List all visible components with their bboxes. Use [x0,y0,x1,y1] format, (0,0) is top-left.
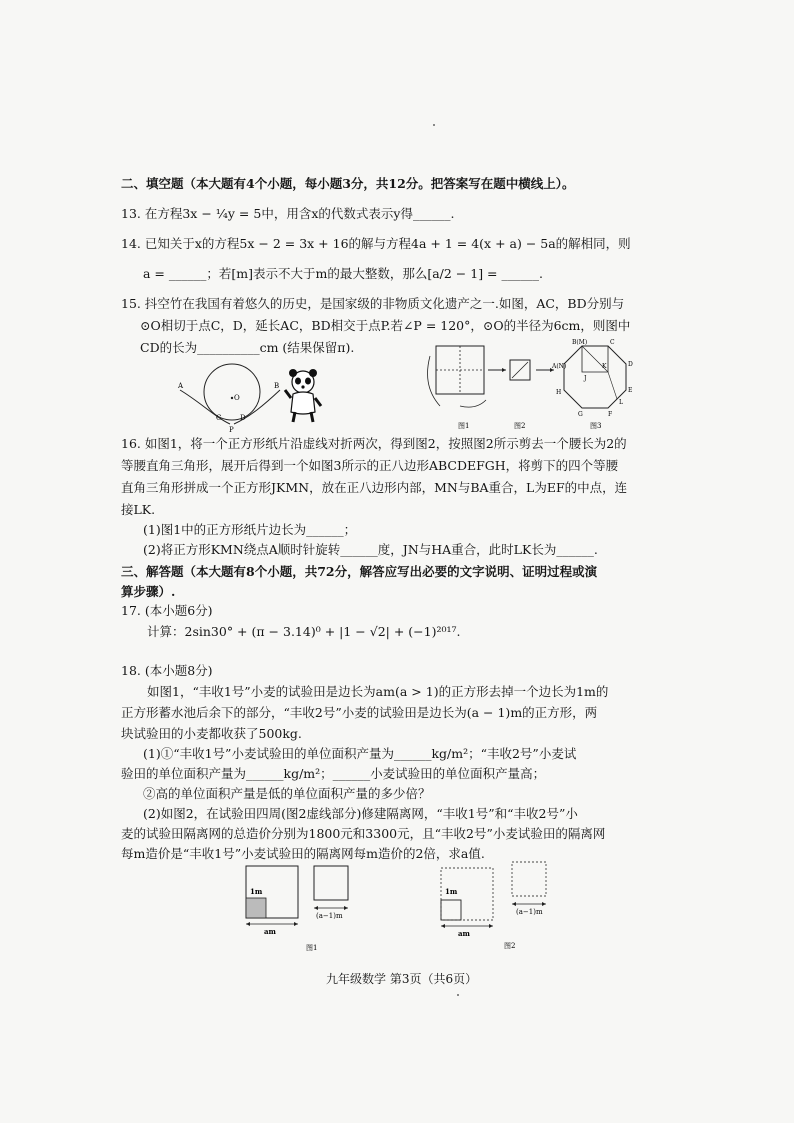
panda-mascot-icon [283,368,323,424]
question-18-line2: 正方形蓄水池后余下的部分，“丰收2号”小麦的试验田是边长为(a − 1)m的正方形，两 [121,705,598,720]
fig3-caption: 图3 [590,422,602,430]
folding-figures [420,336,690,432]
question-17-expression: 计算：2sin30° + (π − 3.14)⁰ + |1 − √2| + (−1)²⁰¹⁷. [147,624,461,639]
label-oct-D: D [628,361,633,368]
question-16-line3: 直角三角形拼成一个正方形JKMN，放在正八边形内部，MN与BA重合，L为EF的中点，连 [121,480,628,495]
page-footer: 九年级数学 第3页（共6页） [326,972,478,986]
question-16-sub2: (2)将正方形KMN绕点A顺时针旋转______度，JN与HA重合，此时LK长为______. [143,542,598,557]
label-oct-E: E [628,387,633,394]
fig2-a-minus-1-label: (a−1)m [516,908,543,916]
question-16-sub1: (1)图1中的正方形纸片边长为______； [143,522,357,537]
label-oct-G: G [578,411,583,418]
question-14-line2: a = ______；若[m]表示不大于m的最大整数，那么[a/2 − 1] = ______. [143,266,543,281]
bottom-fig1-caption: 图1 [306,944,318,952]
field-figures [236,860,566,956]
question-15-line3: CD的长为__________cm (结果保留π). [140,340,355,355]
label-D: D [240,414,246,422]
label-oct-H: H [556,389,562,396]
label-B: B [274,382,280,390]
label-C: C [216,414,222,422]
question-18-line3: 块试验田的小麦都收获了500kg. [121,726,302,741]
question-15-line2: ⊙O相切于点C，D，延长AC，BD相交于点P.若∠P = 120°，⊙O的半径为6cm，则图中 [140,318,631,333]
question-18-line8: 麦的试验田隔离网的总造价分别为1800元和3300元，且“丰收2号”小麦试验田的隔离网 [121,826,606,841]
label-L: L [619,399,623,406]
section3-heading-line2: 算步骤）. [121,584,176,599]
fig2-caption: 图2 [514,422,526,430]
question-17-title: 17. (本小题6分) [121,603,213,618]
question-18-line7: (2)如图2，在试验田四周(图2虚线部分)修建隔离网，“丰收1号”和“丰收2号”小 [143,806,578,821]
question-18-line5: 验田的单位面积产量为______kg/m²；______小麦试验田的单位面积产量高； [121,766,546,781]
label-O: O [234,394,240,402]
question-18-title: 18. (本小题8分) [121,663,213,678]
fig2-am-label: am [458,929,470,938]
question-18-line9: 每m造价是“丰收1号”小麦试验田的隔离网每m造价的2倍，求a值. [121,846,485,861]
label-J: J [584,375,587,382]
question-14-line1: 14. 已知关于x的方程5x − 2 = 3x + 16的解与方程4a + 1 = 4(x + a) − 5a的解相同，则 [121,236,631,251]
label-oct-C: C [610,339,615,346]
section3-heading-line1: 三、解答题（本大题有8个小题，共72分，解答应写出必要的文字说明、证明过程或演 [121,564,598,579]
label-A: A [178,382,184,390]
question-18-line1: 如图1，“丰收1号”小麦的试验田是边长为am(a > 1)的正方形去掉一个边长为1m的 [147,684,609,699]
scan-speck [457,994,459,996]
label-K: K [602,363,607,370]
label-oct-F: F [608,411,613,418]
label-P: P [229,426,234,434]
fig1-am-label: am [264,927,276,936]
fig1-a-minus-1-label: (a−1)m [316,912,343,920]
question-16-line1: 16. 如图1，将一个正方形纸片沿虚线对折两次，得到图2，按照图2所示剪去一个腰长为2的 [121,436,627,451]
fig2-1m-label: 1m [445,887,458,896]
question-16-line4: 接LK. [121,502,156,517]
question-15-line1: 15. 抖空竹在我国有着悠久的历史，是国家级的非物质文化遗产之一.如图，AC，BD分别与 [121,296,625,311]
scan-speck [433,124,435,126]
fig1-1m-label: 1m [250,887,263,896]
question-13: 13. 在方程3x − ¼y = 5中，用含x的代数式表示y得______. [121,206,455,221]
label-BM: B(M) [572,339,588,346]
label-AN: A(N) [552,363,567,370]
bottom-fig2-caption: 图2 [504,942,516,950]
question-16-line2: 等腰直角三角形，展开后得到一个如图3所示的正八边形ABCDEFGH，将剪下的四个等腰 [121,458,619,473]
fig1-caption: 图1 [458,422,470,430]
question-18-line6: ②高的单位面积产量是低的单位面积产量的多少倍？ [143,786,431,801]
question-18-line4: (1)①“丰收1号”小麦试验田的单位面积产量为______kg/m²；“丰收2号”小麦试 [143,746,577,761]
section2-heading: 二、填空题（本大题有4个小题，每小题3分，共12分。把答案写在题中横线上）。 [121,176,575,191]
